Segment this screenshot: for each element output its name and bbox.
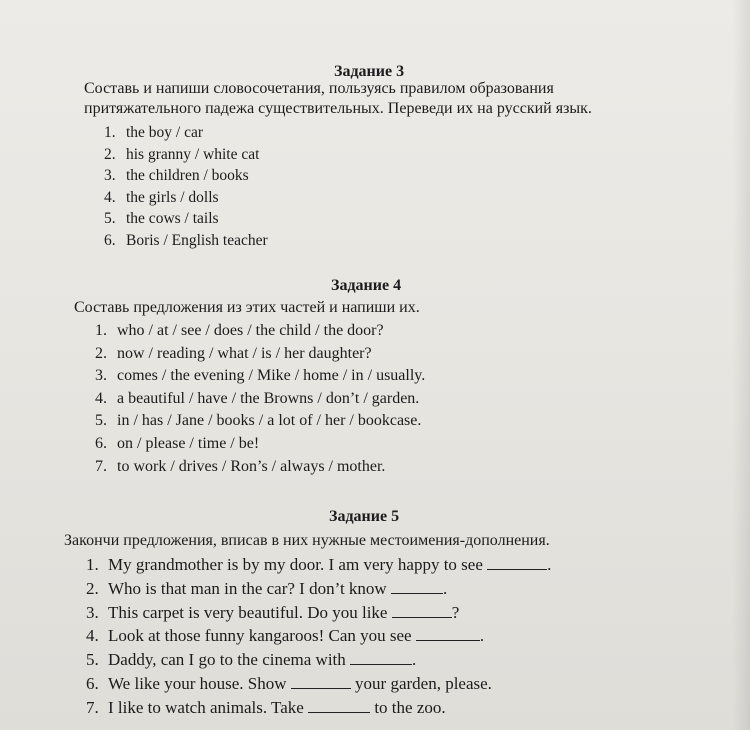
- task-4-title: Задание 4: [331, 277, 402, 294]
- list-item: [86, 553, 551, 577]
- list-item: [95, 365, 425, 388]
- item-number: 3.: [95, 367, 107, 385]
- task-5-list: [86, 553, 551, 720]
- item-text: to work / drives / Ron’s / always / mother.: [117, 457, 386, 475]
- item-number: 7.: [86, 697, 99, 717]
- item-number: 6.: [104, 231, 116, 249]
- item-text: his granny / white cat: [126, 145, 260, 163]
- item-number: 2.: [86, 578, 99, 598]
- item-number: 3.: [86, 602, 99, 622]
- answer-blank[interactable]: [291, 674, 351, 689]
- item-number: 4.: [95, 389, 107, 407]
- item-text-before: This carpet is very beautiful. Do you like: [108, 602, 388, 622]
- answer-blank[interactable]: [416, 626, 480, 641]
- task-3-list: [104, 122, 268, 252]
- list-item: [104, 165, 268, 187]
- item-text-before: Look at those funny kangaroos! Can you see: [108, 626, 412, 646]
- item-text-after: .: [547, 555, 552, 574]
- list-item: [86, 672, 551, 696]
- task-4-instruction-line: Составь предложения из этих частей и напиши их.: [74, 299, 420, 316]
- item-text-after: to the zoo.: [374, 697, 446, 717]
- item-number: 1.: [104, 124, 116, 141]
- task-4-instruction: [74, 298, 420, 318]
- answer-blank[interactable]: [350, 650, 412, 665]
- item-number: 1.: [95, 322, 107, 339]
- item-number: 1.: [86, 555, 99, 574]
- task-5-instruction-line: Закончи предложения, вписав в них нужные местоимения-дополнения.: [64, 532, 550, 549]
- item-number: 6.: [86, 673, 99, 693]
- item-number: 6.: [95, 434, 107, 452]
- item-text-before: We like your house. Show: [108, 673, 287, 693]
- answer-blank[interactable]: [391, 579, 443, 594]
- list-item: [95, 456, 425, 479]
- item-text-before: I like to watch animals. Take: [108, 697, 304, 717]
- page-edge-shadow: [732, 0, 750, 730]
- list-item: [104, 144, 268, 166]
- item-text: the children / books: [126, 167, 249, 185]
- list-item: [95, 410, 425, 433]
- list-item: [104, 187, 268, 209]
- item-number: 5.: [86, 650, 99, 670]
- item-text: comes / the evening / Mike / home / in / usually.: [117, 367, 426, 385]
- task-5-title: Задание 5: [329, 508, 400, 525]
- list-item: [86, 696, 551, 720]
- item-number: 4.: [86, 626, 99, 646]
- item-text: the boy / car: [126, 124, 204, 141]
- item-text: the cows / tails: [126, 210, 219, 228]
- item-text: now / reading / what / is / her daughter?: [117, 344, 372, 362]
- item-text-after: .: [412, 650, 417, 670]
- list-item: [104, 230, 268, 252]
- item-number: 3.: [104, 167, 116, 185]
- list-item: [86, 577, 551, 601]
- list-item: [86, 648, 551, 672]
- item-text: a beautiful / have / the Browns / don’t / garden.: [117, 389, 420, 407]
- item-number: 2.: [104, 145, 116, 163]
- answer-blank[interactable]: [487, 555, 547, 570]
- item-text-before: My grandmother is by my door. I am very happy to see: [108, 555, 483, 574]
- answer-blank[interactable]: [308, 698, 370, 713]
- task-3-instruction: [84, 79, 592, 119]
- item-text: the girls / dolls: [126, 188, 219, 206]
- list-item: [86, 601, 551, 625]
- item-number: 4.: [104, 188, 116, 206]
- item-number: 2.: [95, 344, 107, 362]
- list-item: [95, 388, 425, 411]
- answer-blank[interactable]: [392, 603, 452, 618]
- list-item: [95, 320, 425, 343]
- item-text-after: ?: [451, 602, 460, 622]
- list-item: [104, 208, 268, 230]
- item-text-before: Daddy, can I go to the cinema with: [108, 650, 346, 670]
- task-5-instruction: [64, 531, 550, 551]
- item-text: Boris / English teacher: [126, 231, 268, 249]
- item-text: in / has / Jane / books / a lot of / her / bookcase.: [117, 412, 422, 430]
- item-number: 7.: [95, 457, 107, 475]
- list-item: [95, 433, 425, 456]
- item-text-after: .: [479, 626, 485, 646]
- item-text: who / at / see / does / the child / the door?: [117, 322, 384, 339]
- item-text-before: Who is that man in the car? I don’t know: [108, 578, 387, 598]
- list-item: [95, 343, 425, 366]
- task-3-title: Задание 3: [334, 63, 405, 80]
- item-number: 5.: [95, 412, 107, 430]
- task-4-list: [95, 320, 425, 478]
- item-number: 5.: [104, 210, 116, 228]
- task-3-instruction-line: Составь и напиши словосочетания, пользуясь правилом образования: [84, 80, 554, 97]
- task-3-instruction-line: притяжательного падежа существительных. Переведи их на русский язык.: [84, 100, 592, 117]
- item-text-after: your garden, please.: [355, 673, 492, 693]
- item-text-after: .: [442, 578, 448, 598]
- list-item: [86, 624, 551, 648]
- item-text: on / please / time / be!: [117, 434, 260, 452]
- list-item: [104, 122, 268, 144]
